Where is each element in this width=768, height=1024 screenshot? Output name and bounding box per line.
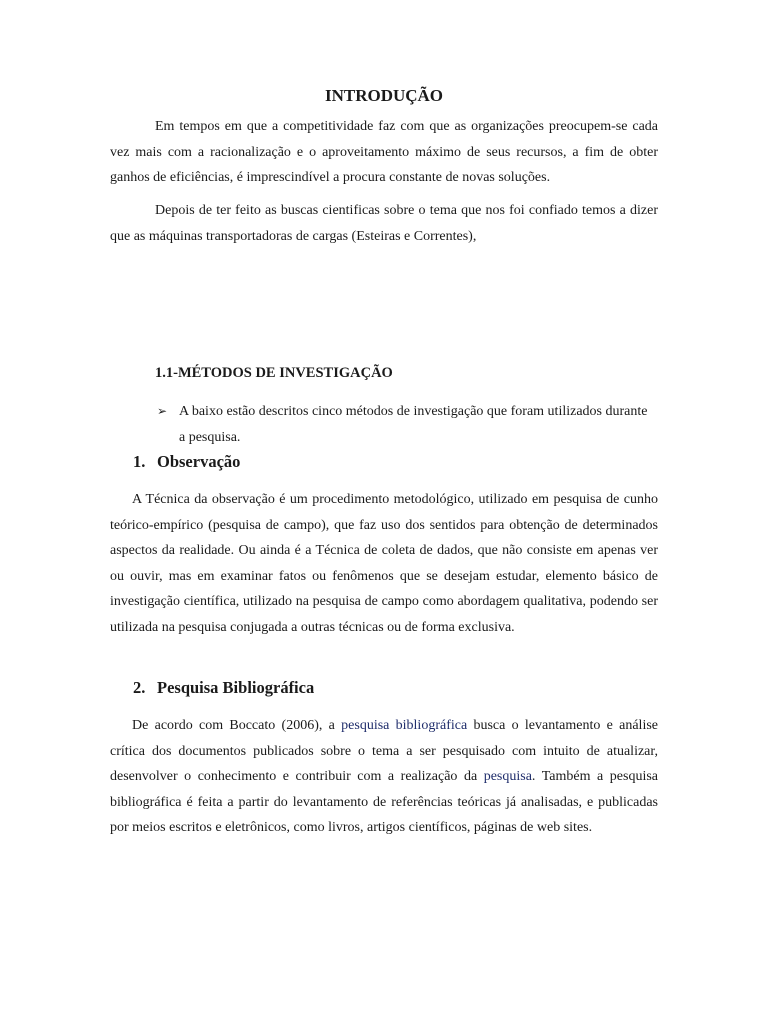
observacao-paragraph: A Técnica da observação é um procedimento metodológico, utilizado em pesquisa de cunho teórico-empírico (pesquisa de campo), que faz uso dos sentidos para obtenção de determinados aspectos da realidade. Ou ainda é a Técnica de coleta de dados, que não consiste em apenas ver ou ouvir, mas em examinar fatos ou fenômenos que se desejam estudar, elemento básico de investigação científica, utilizado na pesquisa de campo como abordagem qualitativa, podendo ser utilizada na pesquisa conjugada a outras técnicas ou de forma exclusiva. (110, 492, 658, 635)
intro-paragraph-1: Em tempos em que a competitividade faz com que as organizações preocupem-se cada vez mais com a racionalização e o aproveitamento máximo de seus recursos, a fim de obter ganhos de eficiências, é imprescindível a procura constante de novas soluções. (110, 119, 658, 185)
pesquisa-bibliografica-link[interactable]: pesquisa bibliográfica (341, 718, 468, 733)
method-title: Pesquisa Bibliográfica (157, 678, 315, 697)
intro-paragraph-2: Depois de ter feito as buscas cientificas sobre o tema que nos foi confiado temos a dizer que as máquinas transportadoras de cargas (Esteiras e Correntes), (110, 203, 658, 244)
arrow-bullet-icon: ➢ (157, 404, 168, 418)
paragraph-text: De acordo com Boccato (2006), a (132, 718, 342, 733)
bullet-item (157, 399, 657, 450)
method-heading-observacao (133, 452, 240, 472)
method-number: 2. (133, 678, 146, 697)
method-heading-pesquisa-bibliografica (133, 678, 314, 698)
paragraph-text: busca o levantamento e análise crítica dos documentos publicados sobre o tema a ser pesquisado com intuito de atualizar, desenvolver o conhecimento e contribuir com a realização da (110, 718, 658, 784)
method-number: 1. (133, 452, 146, 471)
pesquisa-link[interactable]: pesquisa (483, 769, 532, 784)
section-heading: 1.1-MÉTODOS DE INVESTIGAÇÃO (155, 365, 393, 381)
pesquisa-bibliografica-paragraph (110, 713, 658, 841)
paragraph-text: . Também a pesquisa bibliográfica é feita a partir do levantamento de referências teóricas já analisadas, e publicadas por meios escritos e eletrônicos, como livros, artigos científicos, páginas de web sites. (110, 769, 658, 835)
page-title: INTRODUÇÃO (324, 86, 444, 105)
bullet-text: A baixo estão descritos cinco métodos de investigação que foram utilizados durante a pesquisa. (179, 404, 648, 445)
method-title: Observação (157, 452, 241, 471)
